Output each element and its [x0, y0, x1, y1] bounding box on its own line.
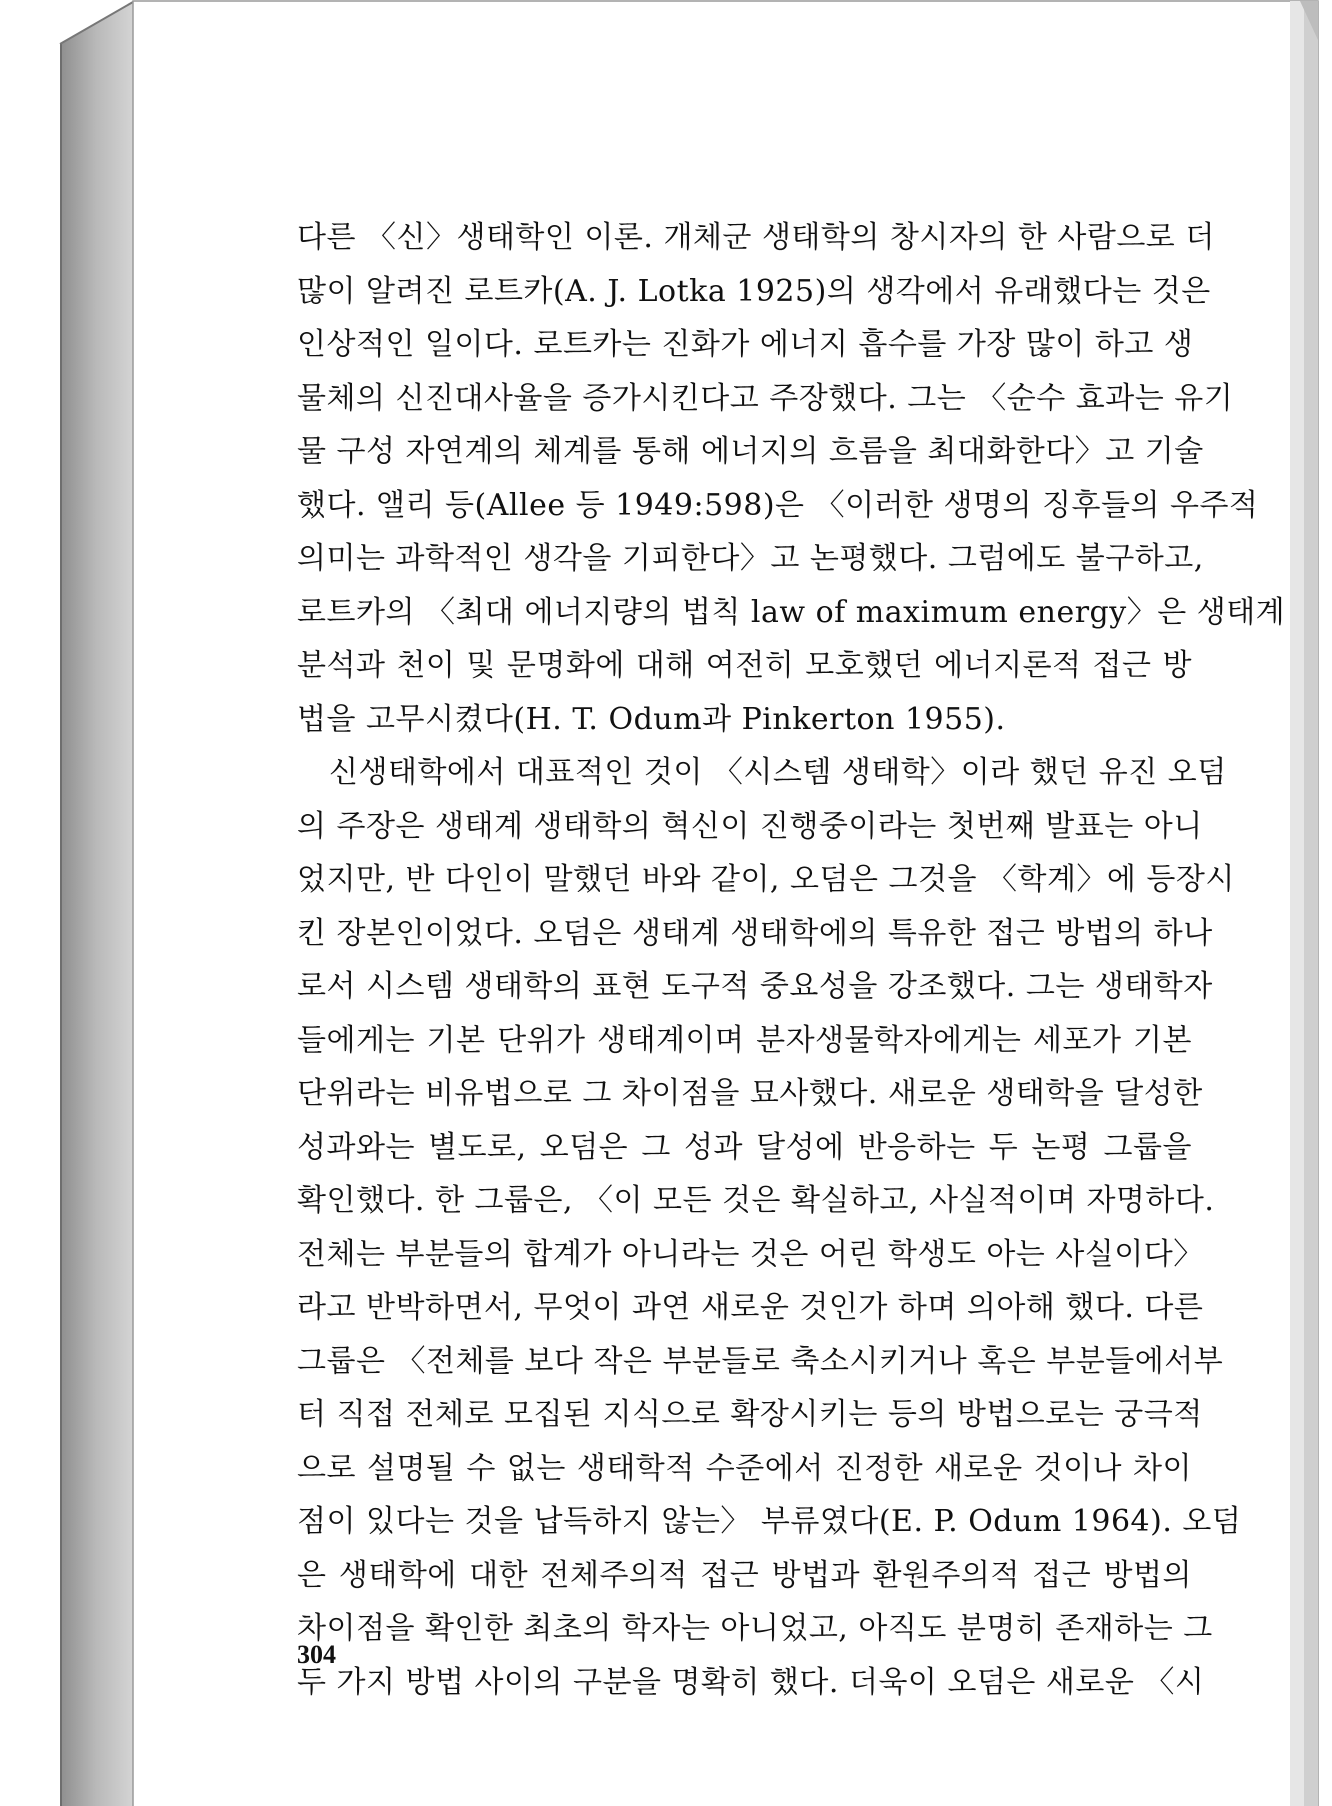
- text-line: 물체의 신진대사율을 증가시킨다고 주장했다. 그는 〈순수 효과는 유기: [297, 380, 1234, 416]
- text-line: 라고 반박하면서, 무엇이 과연 새로운 것인가 하며 의아해 했다. 다른: [297, 1290, 1204, 1325]
- paragraph-1: [297, 211, 1286, 746]
- text-line: 다른 〈신〉생태학인 이론. 개체군 생태학의 창시자의 한 사람으로 더: [297, 220, 1215, 255]
- text-line: 분석과 천이 및 문명화에 대해 여전히 모호했던 에너지론적 접근 방: [297, 648, 1192, 683]
- text-line: 전체는 부분들의 합계가 아니라는 것은 어린 학생도 아는 사실이다〉: [297, 1236, 1204, 1272]
- body-text: [297, 211, 1286, 1709]
- text-line: 두 가지 방법 사이의 구분을 명확히 했다. 더욱이 오덤은 새로운 〈시: [297, 1664, 1205, 1700]
- text-line: 로서 시스템 생태학의 표현 도구적 중요성을 강조했다. 그는 생태학자: [297, 969, 1213, 1004]
- text-line: 은 생태학에 대한 전체주의적 접근 방법과 환원주의적 접근 방법의: [297, 1557, 1192, 1593]
- text-line: 물 구성 자연계의 체계를 통해 에너지의 흐름을 최대화한다〉고 기술: [297, 434, 1204, 469]
- paragraph-2: [297, 746, 1242, 1709]
- text-line: 었지만, 반 다인이 말했던 바와 같이, 오덤은 그것을 〈학계〉에 등장시: [297, 862, 1235, 897]
- page-number: 304: [297, 1640, 336, 1669]
- text-line: 차이점을 확인한 최초의 학자는 아니었고, 아직도 분명히 존재하는 그: [297, 1611, 1213, 1646]
- text-line: 단위라는 비유법으로 그 차이점을 묘사했다. 새로운 생태학을 달성한: [297, 1076, 1203, 1111]
- text-line: 의미는 과학적인 생각을 기피한다〉고 논평했다. 그럼에도 불구하고,: [297, 541, 1204, 576]
- text-line: 의 주장은 생태계 생태학의 혁신이 진행중이라는 첫번째 발표는 아니: [297, 808, 1203, 844]
- text-line: 법을 고무시켰다(H. T. Odum과 Pinkerton 1955).: [297, 701, 1006, 737]
- text-line: 점이 있다는 것을 납득하지 않는〉 부류였다(E. P. Odum 1964). 오덤: [297, 1504, 1242, 1539]
- text-line: 많이 알려진 로트카(A. J. Lotka 1925)의 생각에서 유래했다는 것은: [297, 273, 1211, 309]
- text-line: 으로 설명될 수 없는 생태학적 수준에서 진정한 새로운 것이나 차이: [297, 1450, 1192, 1486]
- text-line: 성과와는 별도로, 오덤은 그 성과 달성에 반응하는 두 논평 그룹을: [297, 1129, 1192, 1165]
- text-line: 터 직접 전체로 모집된 지식으로 확장시키는 등의 방법으로는 궁극적: [297, 1397, 1203, 1432]
- text-line: 했다. 앨리 등(Allee 등 1949:598)은 〈이러한 생명의 징후들의 우주적: [297, 487, 1259, 523]
- text-line: 그룹은 〈전체를 보다 작은 부분들로 축소시키거나 혹은 부분들에서부: [297, 1343, 1224, 1379]
- text-line: 신생태학에서 대표적인 것이 〈시스템 생태학〉이라 했던 유진 오덤: [329, 755, 1227, 790]
- text-line: 들에게는 기본 단위가 생태계이며 분자생물학자에게는 세포가 기본: [297, 1022, 1192, 1058]
- text-line: 킨 장본인이었다. 오덤은 생태계 생태학에의 특유한 접근 방법의 하나: [297, 915, 1213, 951]
- text-line: 로트카의 〈최대 에너지량의 법칙 law of maximum energy〉은 생태계: [297, 594, 1286, 630]
- text-line: 인상적인 일이다. 로트카는 진화가 에너지 흡수를 가장 많이 하고 생: [297, 327, 1194, 362]
- text-line: 확인했다. 한 그룹은, 〈이 모든 것은 확실하고, 사실적이며 자명하다.: [297, 1183, 1215, 1218]
